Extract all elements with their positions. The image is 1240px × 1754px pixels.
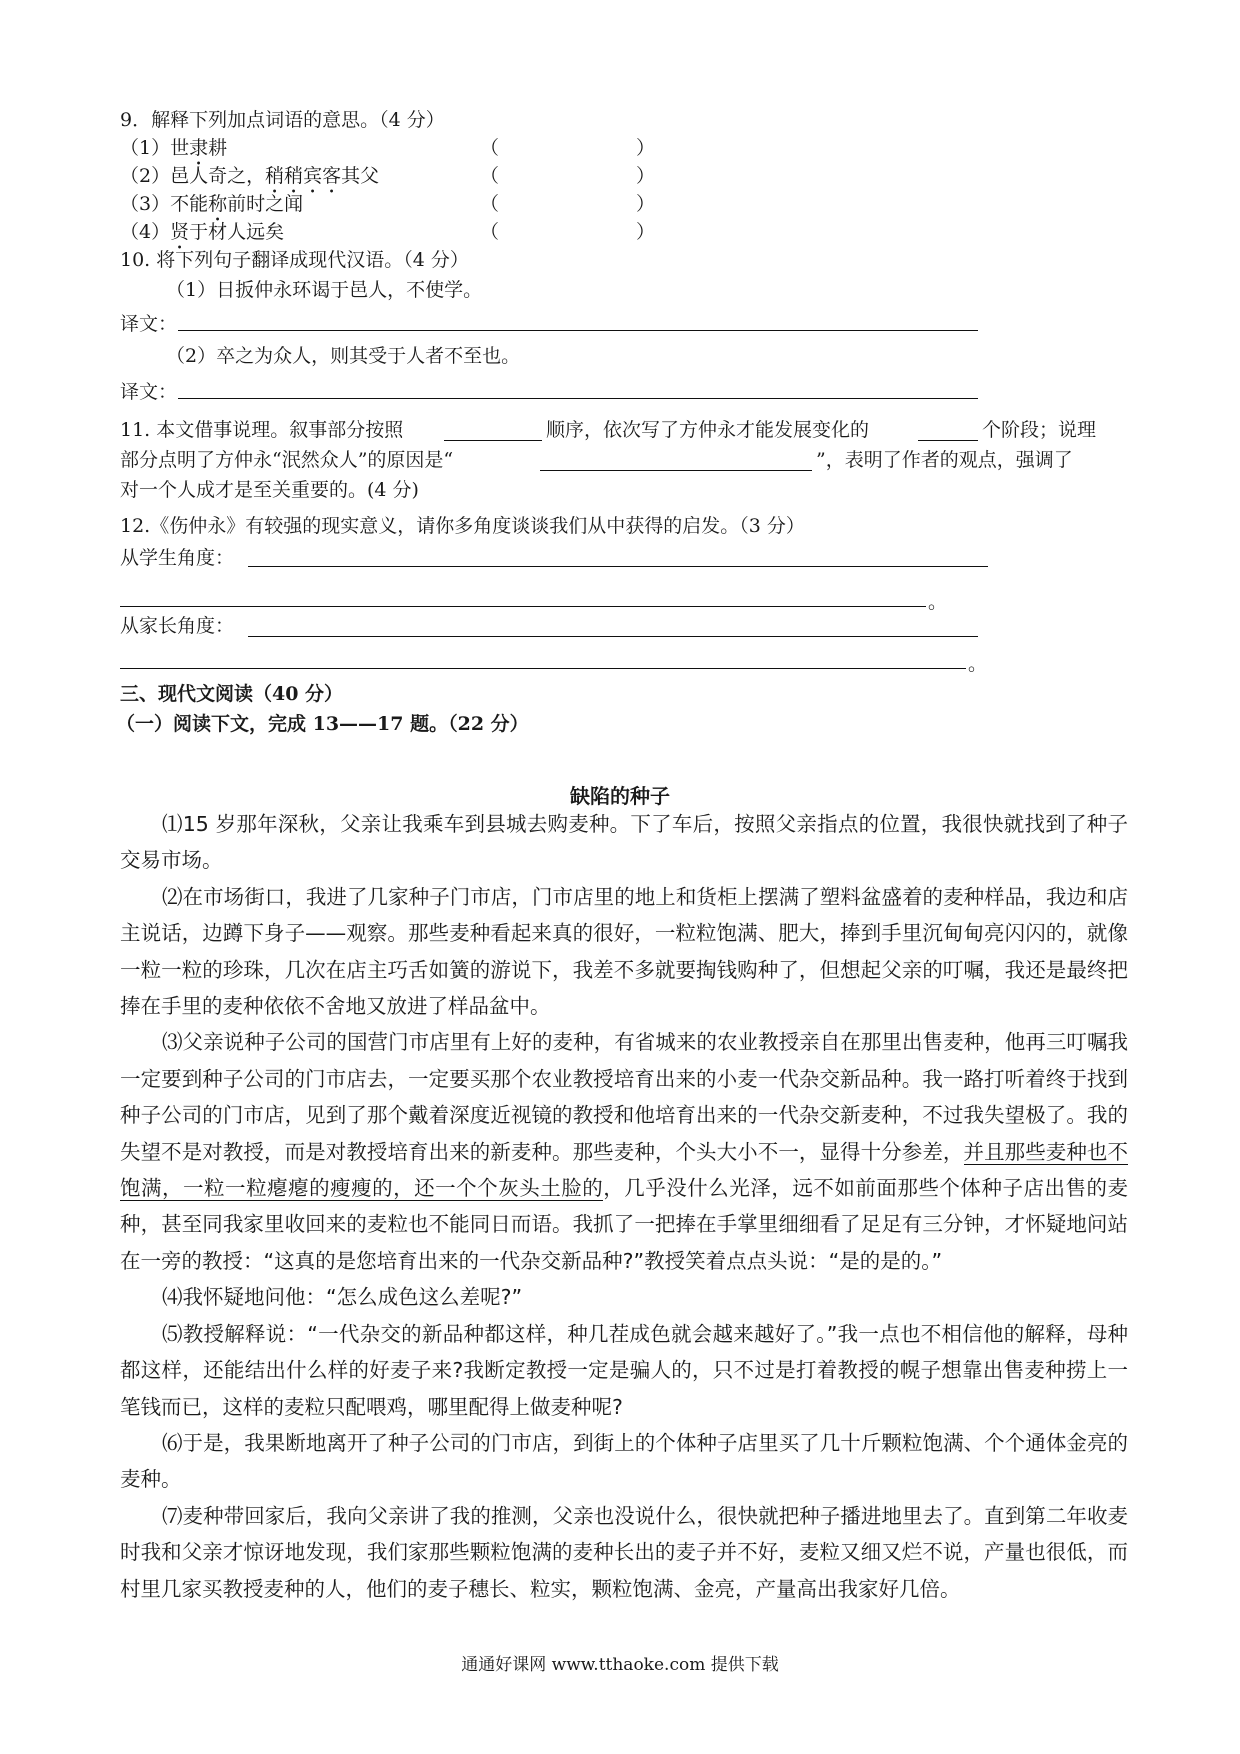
article-body (120, 806, 1128, 1607)
article-paragraph-5: ⑸教授解释说：“一代杂交的新品种都这样，种几茬成色就会越来越好了。”我一点也不相信他的解释，母种都这样，还能结出什么样的好麦子来?我断定教授一定是骗人的，只不过是打着教授的幌子想靠出售麦种捞上一笔钱而已，这样的麦粒只配喂鸡，哪里配得上做麦种呢? (120, 1321, 1128, 1419)
q12-parent-label: 从家长角度： (120, 615, 235, 637)
q11-blank-stages (918, 440, 978, 441)
q9-stem: 9．解释下列加点词语的意思。（4 分） (120, 109, 445, 131)
answer-paren-open-1: （ (480, 137, 500, 159)
q11-line-3: 对一个人成才是至关重要的。(4 分) (120, 479, 419, 501)
answer-paren-close-3: ） (636, 193, 656, 215)
q9-item-1: （1）世隶耕 (120, 137, 228, 159)
answer-paren-close-2: ） (636, 165, 656, 187)
q12-stem: 12.《伤仲永》有较强的现实意义，请你多角度谈谈我们从中获得的启发。（3 分） (120, 515, 805, 537)
article-paragraph-7: ⑺麦种带回家后，我向父亲讲了我的推测，父亲也没说什么，很快就把种子播进地里去了。直到第二年收麦时我和父亲才惊讶地发现，我们家那些颗粒饱满的麦种长出的麦子并不好，麦粒又细又烂不说，产量也很低，而村里几家买教授麦种的人，他们的麦子穗长、粒实，颗粒饱满、金亮，产量高出我家好几倍。 (120, 1503, 1128, 1601)
article-paragraph-3: ⑶父亲说种子公司的国营门市店里有上好的麦种，有省城来的农业教授亲自在那里出售麦种，他再三叮嘱我一定要到种子公司的门市店去，一定要买那个农业教授培育出来的小麦一代杂交新品种。我一路打听着终于找到种子公司的门市店，见到了那个戴着深度近视镜的教授和他培育出来的一代杂交新麦种，不过我失望极了。我的失望不是对教授，而是对教授培育出来的新麦种。那些麦种，个头大小不一，显得十分参差，并且那些麦种也不饱满，一粒一粒瘪瘪的瘦瘦的，还一个个灰头土脸的，几乎没什么光泽，远不如前面那些个体种子店出售的麦种，甚至同我家里收回来的麦粒也不能同日而语。我抓了一把捧在手掌里细细看了足足有三分钟，才怀疑地问站在一旁的教授：“这真的是您培育出来的一代杂交新品种?”教授笑着点点头说：“是的是的。” (120, 1030, 1129, 1273)
answer-paren-close-4: ） (636, 221, 656, 243)
q12-student-line-1 (248, 566, 988, 567)
q12-student-end: 。 (928, 591, 948, 613)
q11-line-1a: 11. 本文借事说理。叙事部分按照 (120, 419, 404, 441)
q10-answer-line-2 (178, 398, 978, 399)
answer-paren-open-3: （ (480, 193, 500, 215)
article-paragraph-2: ⑵在市场街口，我进了几家种子门市店，门市店里的地上和货柜上摆满了塑料盆盛着的麦种样品，我边和店主说话，边蹲下身子——观察。那些麦种看起来真的很好，一粒粒饱满、肥大，捧到手里沉甸甸亮闪闪的，就像一粒一粒的珍珠，几次在店主巧舌如簧的游说下，我差不多就要掏钱购种了，但想起父亲的叮嘱，我还是最终把捧在手里的麦种依依不舍地又放进了样品盆中。 (120, 884, 1128, 1019)
answer-paren-close-1: ） (636, 137, 656, 159)
q10-stem: 10. 将下列句子翻译成现代汉语。（4 分） (120, 249, 469, 271)
q11-line-1b: 顺序，依次写了方仲永才能发展变化的 (546, 419, 870, 441)
q10-answer-label-2: 译文： (120, 381, 178, 403)
q11-line-2a: 部分点明了方仲永“泯然众人”的原因是“ (120, 449, 454, 471)
q12-student-label: 从学生角度： (120, 547, 235, 569)
q11-line-1c: 个阶段；说理 (982, 419, 1097, 441)
section-3-heading: 三、现代文阅读（40 分） (120, 683, 344, 705)
q11-blank-order (444, 440, 542, 441)
article-paragraph-1: ⑴15 岁那年深秋，父亲让我乘车到县城去购麦种。下了车后，按照父亲指点的位置，我很快就找到了种子交易市场。 (120, 812, 1128, 873)
q12-parent-line-1 (248, 636, 978, 637)
q10-sentence-2: （2）卒之为众人，则其受于人者不至也。 (166, 345, 521, 367)
answer-paren-open-4: （ (480, 221, 500, 243)
article-paragraph-4: ⑷我怀疑地问他：“怎么成色这么差呢?” (162, 1285, 523, 1310)
q12-parent-end: 。 (968, 653, 988, 675)
article-paragraph-6: ⑹于是，我果断地离开了种子公司的门市店，到街上的个体种子店里买了几十斤颗粒饱满、个个通体金亮的麦种。 (120, 1430, 1128, 1492)
q9-item-3: （3）不能称前时之闻 (120, 193, 304, 215)
q10-sentence-1: （1）日扳仲永环谒于邑人，不使学。 (166, 279, 483, 301)
article-title: 缺陷的种子 (570, 784, 670, 808)
page-footer: 通通好课网 www.tthaoke.com 提供下载 (461, 1655, 779, 1675)
section-3-subheading: （一）阅读下文，完成 13——17 题。（22 分） (116, 713, 529, 735)
underlined-sentence: 并且那些麦种也不饱满，一粒一粒瘪瘪的瘦瘦的，还一个个灰头土脸的 (120, 1139, 1129, 1201)
q10-answer-line-1 (178, 330, 978, 331)
q11-line-2b: ”，表明了作者的观点，强调了 (816, 449, 1073, 471)
answer-paren-open-2: （ (480, 165, 500, 187)
q9-item-2: （2）邑人奇之，稍稍宾客其父 (120, 165, 380, 187)
q11-blank-reason (540, 470, 812, 471)
q10-answer-label-1: 译文： (120, 313, 178, 335)
q12-parent-line-2 (120, 668, 966, 669)
q9-item-4: （4）贤于材人远矣 (120, 221, 285, 243)
q12-student-line-2 (120, 606, 926, 607)
